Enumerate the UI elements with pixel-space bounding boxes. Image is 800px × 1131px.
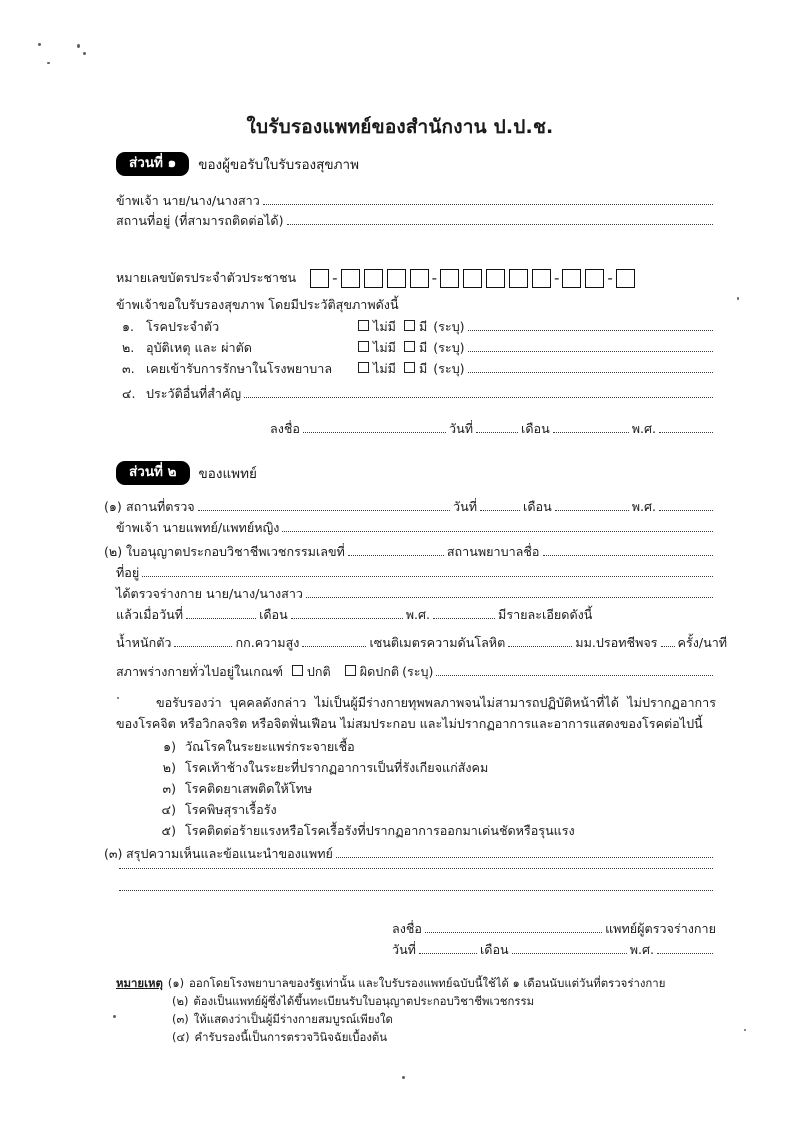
bp-label: ความดันโลหิต bbox=[426, 635, 506, 650]
pulse-unit: ครั้ง/นาที bbox=[677, 635, 728, 650]
doctor-sign-input[interactable] bbox=[425, 932, 602, 933]
history-1-specify-input[interactable] bbox=[468, 330, 713, 331]
weight-label: น้ำหนักตัว bbox=[116, 635, 172, 650]
national-id-box[interactable] bbox=[410, 269, 429, 288]
applicant-name-label: ข้าพเจ้า นาย/นาง/นางสาว bbox=[116, 193, 260, 208]
history-1-specify-label: (ระบุ) bbox=[433, 319, 465, 334]
history-3-no-label: ไม่มี bbox=[373, 361, 396, 376]
hospital-address-input[interactable] bbox=[142, 576, 713, 577]
national-id-box[interactable] bbox=[585, 269, 604, 288]
pulse-input[interactable] bbox=[661, 646, 675, 647]
summary-input-1[interactable] bbox=[336, 857, 713, 858]
applicant-date-input[interactable] bbox=[476, 432, 518, 433]
history-row-3 bbox=[122, 360, 716, 377]
history-2-yes-label: มี bbox=[418, 340, 428, 355]
page-title: ใบรับรองแพทย์ของสำนักงาน ป.ป.ช. bbox=[246, 116, 554, 138]
national-id-box[interactable] bbox=[463, 269, 482, 288]
note-1-text: ออกโดยโรงพยาบาลของรัฐเท่านั้น และใบรับรองแพทย์ฉบับนี้ใช้ได้ ๑ เดือนนับแต่วันที่ตรวจร่างกาย bbox=[189, 976, 666, 990]
section-1-header bbox=[116, 152, 359, 176]
general-condition-label: สภาพร่างกายทั่วไปอยู่ในเกณฑ์ bbox=[116, 664, 283, 679]
history-1-yes-checkbox[interactable] bbox=[404, 320, 415, 331]
disease-3-num: ๓) bbox=[162, 781, 176, 796]
notes-row-4 bbox=[172, 1029, 387, 1047]
notes-row-1 bbox=[116, 975, 665, 993]
bp-input[interactable] bbox=[508, 646, 572, 647]
disease-item-3 bbox=[158, 779, 312, 799]
summary-row-2 bbox=[116, 868, 716, 872]
history-row-1 bbox=[122, 318, 716, 335]
condition-specify-label: (ระบุ) bbox=[402, 664, 434, 679]
exam-when-year-input[interactable] bbox=[433, 618, 495, 619]
doctor-year-input[interactable] bbox=[657, 953, 713, 954]
notes-row-3 bbox=[172, 1011, 393, 1029]
note-2-num: (๒) bbox=[172, 994, 189, 1008]
disease-5-label: โรคติดต่อร้ายแรงหรือโรคเรื้อรังที่ปรากฏอาการออกมาเด่นชัดหรือรุนแรง bbox=[185, 823, 575, 838]
examinee-row bbox=[116, 585, 716, 602]
history-1-no-checkbox[interactable] bbox=[358, 320, 369, 331]
exam-when-label: แล้วเมื่อวันที่ bbox=[116, 607, 184, 622]
exam-year-label: พ.ศ. bbox=[631, 499, 656, 514]
national-id-box[interactable] bbox=[310, 269, 329, 288]
history-3-no-checkbox[interactable] bbox=[358, 362, 369, 373]
disease-2-label: โรคเท้าช้างในระยะที่ปรากฏอาการเป็นที่รังเกียจแก่สังคม bbox=[185, 760, 489, 775]
condition-normal-checkbox[interactable] bbox=[292, 665, 303, 676]
disease-3-label: โรคติดยาเสพติดให้โทษ bbox=[185, 781, 313, 796]
exam-when-day-input[interactable] bbox=[186, 618, 256, 619]
national-id-label: หมายเลขบัตรประจำตัวประชาชน bbox=[116, 270, 297, 285]
exam-place-label: สถานที่ตรวจ bbox=[126, 499, 195, 514]
history-3-yes-label: มี bbox=[418, 361, 428, 376]
doctor-name-row bbox=[116, 519, 716, 536]
history-3-num: ๓. bbox=[122, 361, 135, 376]
applicant-date-label: วันที่ bbox=[449, 421, 474, 436]
history-1-num: ๑. bbox=[122, 319, 134, 334]
section-2-badge: ส่วนที่ ๒ bbox=[116, 461, 190, 485]
summary-row bbox=[104, 845, 716, 862]
exam-when-year-label: พ.ศ. bbox=[405, 607, 431, 622]
bp-unit: มม.ปรอท bbox=[575, 635, 627, 650]
hospital-input[interactable] bbox=[543, 555, 714, 556]
applicant-address-input[interactable] bbox=[287, 224, 713, 225]
section-1-caption: ของผู้ขอรับใบรับรองสุขภาพ bbox=[198, 156, 359, 173]
summary-input-3[interactable] bbox=[119, 890, 713, 891]
disease-item-5 bbox=[158, 821, 575, 841]
doctor-signature-date-row bbox=[392, 941, 716, 958]
vitals-row bbox=[116, 634, 728, 651]
history-3-specify-input[interactable] bbox=[468, 372, 713, 373]
national-id-box[interactable] bbox=[387, 269, 406, 288]
history-3-yes-checkbox[interactable] bbox=[404, 362, 415, 373]
examinee-input[interactable] bbox=[306, 597, 713, 598]
national-id-box[interactable] bbox=[364, 269, 383, 288]
national-id-row bbox=[116, 268, 637, 288]
disease-item-2 bbox=[158, 758, 488, 778]
pulse-label: ชีพจร bbox=[626, 635, 658, 650]
license-num: (๒) bbox=[104, 544, 123, 559]
doctor-signature-row bbox=[392, 920, 716, 937]
national-id-box[interactable] bbox=[486, 269, 505, 288]
doctor-name-label: ข้าพเจ้า นายแพทย์/แพทย์หญิง bbox=[116, 520, 280, 535]
national-id-box[interactable] bbox=[532, 269, 551, 288]
doctor-date-label: วันที่ bbox=[392, 942, 416, 957]
height-input[interactable] bbox=[302, 646, 366, 647]
note-3-num: (๓) bbox=[172, 1012, 189, 1026]
exam-month-input[interactable] bbox=[555, 510, 629, 511]
hospital-label: สถานพยาบาลชื่อ bbox=[446, 544, 540, 559]
national-id-box[interactable] bbox=[440, 269, 459, 288]
note-3-text: ให้แสดงว่าเป็นผู้มีร่างกายสมบูรณ์เพียงใด bbox=[193, 1012, 393, 1026]
notes-heading: หมายเหตุ bbox=[116, 976, 163, 990]
applicant-month-input[interactable] bbox=[553, 432, 629, 433]
doctor-name-input[interactable] bbox=[282, 531, 713, 532]
summary-row-3 bbox=[116, 890, 716, 894]
history-row-2 bbox=[122, 339, 716, 356]
weight-input[interactable] bbox=[174, 646, 232, 647]
history-2-label: อุบัติเหตุ และ ผ่าตัด bbox=[146, 340, 252, 355]
national-id-separator: - bbox=[607, 268, 613, 287]
exam-month-label: เดือน bbox=[523, 499, 552, 514]
summary-label: สรุปความเห็นและข้อแนะนำของแพทย์ bbox=[126, 846, 333, 861]
national-id-separator: - bbox=[554, 268, 560, 287]
height-unit: เซนติเมตร bbox=[369, 635, 427, 650]
condition-abnormal-checkbox[interactable] bbox=[345, 665, 356, 676]
doctor-sign-role: แพทย์ผู้ตรวจร่างกาย bbox=[605, 921, 716, 936]
disease-5-num: ๕) bbox=[161, 823, 176, 838]
weight-unit: กก. bbox=[235, 635, 255, 650]
section-2-caption: ของแพทย์ bbox=[198, 465, 257, 482]
applicant-year-input[interactable] bbox=[659, 432, 713, 433]
history-4-num: ๔. bbox=[122, 386, 136, 401]
history-4-input[interactable] bbox=[244, 397, 713, 398]
applicant-signature-row bbox=[270, 420, 716, 437]
history-2-specify-input[interactable] bbox=[468, 351, 713, 352]
national-id-box[interactable] bbox=[509, 269, 528, 288]
note-4-text: คำรับรองนี้เป็นการตรวจวินิจฉัยเบื้องต้น bbox=[194, 1030, 388, 1044]
disease-item-1 bbox=[158, 737, 355, 757]
history-1-label: โรคประจำตัว bbox=[146, 319, 220, 334]
history-2-specify-label: (ระบุ) bbox=[433, 340, 465, 355]
national-id-separator: - bbox=[431, 268, 437, 287]
note-4-num: (๔) bbox=[172, 1030, 190, 1044]
applicant-sign-input[interactable] bbox=[303, 432, 446, 433]
summary-num: (๓) bbox=[104, 846, 123, 861]
history-row-4 bbox=[122, 385, 716, 402]
note-1-num: (๑) bbox=[167, 976, 185, 990]
section-2-header bbox=[116, 461, 257, 485]
disease-4-label: โรคพิษสุราเรื้อรัง bbox=[185, 802, 277, 817]
history-2-yes-checkbox[interactable] bbox=[404, 341, 415, 352]
history-2-no-label: ไม่มี bbox=[373, 340, 396, 355]
exam-year-input[interactable] bbox=[659, 510, 713, 511]
height-label: ความสูง bbox=[254, 635, 300, 650]
doctor-date-input[interactable] bbox=[419, 953, 477, 954]
national-id-box[interactable] bbox=[616, 269, 635, 288]
health-history-intro: ข้าพเจ้าขอใบรับรองสุขภาพ โดยมีประวัติสุขภาพดังนี้ bbox=[116, 297, 399, 312]
history-1-no-label: ไม่มี bbox=[373, 319, 396, 334]
license-label: ใบอนุญาตประกอบวิชาชีพเวชกรรมเลขที่ bbox=[126, 544, 345, 559]
disease-2-num: ๒) bbox=[162, 760, 176, 775]
hospital-address-label: ที่อยู่ bbox=[116, 565, 140, 580]
applicant-address-label: สถานที่อยู่ (ที่สามารถติดต่อได้) bbox=[116, 213, 284, 228]
national-id-box[interactable] bbox=[562, 269, 581, 288]
examinee-label: ได้ตรวจร่างกาย นาย/นาง/นางสาว bbox=[116, 586, 304, 601]
national-id-separator: - bbox=[332, 268, 338, 287]
history-3-specify-label: (ระบุ) bbox=[433, 361, 465, 376]
exam-when-month-input[interactable] bbox=[291, 618, 403, 619]
notes-row-2 bbox=[172, 993, 534, 1011]
exam-place-row bbox=[104, 498, 716, 515]
applicant-year-label: พ.ศ. bbox=[631, 421, 656, 436]
exam-when-month-label: เดือน bbox=[259, 607, 288, 622]
disease-1-num: ๑) bbox=[163, 739, 176, 754]
applicant-name-row bbox=[116, 192, 716, 209]
disease-item-4 bbox=[158, 800, 277, 820]
exam-detail-label: มีรายละเอียดดังนี้ bbox=[498, 607, 593, 622]
applicant-address-row bbox=[116, 212, 716, 229]
history-2-no-checkbox[interactable] bbox=[358, 341, 369, 352]
condition-specify-input[interactable] bbox=[436, 675, 713, 676]
history-4-label: ประวัติอื่นที่สำคัญ bbox=[146, 386, 242, 401]
certification-text: ขอรับรองว่า บุคคลดังกล่าว ไม่เป็นผู้มีร่างกายทุพพลภาพจนไม่สามารถปฏิบัติหน้าที่ได้ ไม่ปรากฏอาการของโรคจิต หรือวิกลจริต หรือจิตฟั่นเฟือน ไม่สมประกอบ และไม่ปรากฏอาการและอาการแสดงของโรคต่อไปนี้ bbox=[116, 695, 716, 731]
condition-abnormal-label: ผิดปกติ bbox=[359, 664, 400, 679]
section-1-badge: ส่วนที่ ๑ bbox=[116, 152, 189, 176]
summary-input-2[interactable] bbox=[119, 868, 713, 869]
disease-4-num: ๔) bbox=[161, 802, 176, 817]
doctor-year-label: พ.ศ. bbox=[629, 942, 654, 957]
exam-place-num: (๑) bbox=[104, 499, 122, 514]
certification-paragraph bbox=[116, 692, 716, 734]
general-condition-row bbox=[116, 663, 716, 680]
note-2-text: ต้องเป็นแพทย์ผู้ซึ่งได้ขึ้นทะเบียนรับใบอนุญาตประกอบวิชาชีพเวชกรรม bbox=[193, 994, 535, 1008]
condition-normal-label: ปกติ bbox=[306, 664, 331, 679]
national-id-box[interactable] bbox=[341, 269, 360, 288]
doctor-month-input[interactable] bbox=[512, 953, 627, 954]
hospital-address-row bbox=[116, 564, 716, 581]
doctor-month-label: เดือน bbox=[479, 942, 509, 957]
doctor-sign-label: ลงชื่อ bbox=[392, 921, 422, 936]
license-row bbox=[104, 543, 716, 560]
exam-place-input[interactable] bbox=[198, 510, 450, 511]
history-1-yes-label: มี bbox=[418, 319, 428, 334]
license-input[interactable] bbox=[348, 555, 444, 556]
applicant-name-input[interactable] bbox=[263, 204, 713, 205]
exam-date-label: วันที่ bbox=[453, 499, 478, 514]
national-id-boxes[interactable] bbox=[308, 269, 637, 288]
applicant-month-label: เดือน bbox=[521, 421, 550, 436]
applicant-sign-label: ลงชื่อ bbox=[270, 421, 300, 436]
exam-date-input[interactable] bbox=[480, 510, 520, 511]
disease-1-label: วัณโรคในระยะแพร่กระจายเชื้อ bbox=[185, 739, 355, 754]
history-2-num: ๒. bbox=[122, 340, 135, 355]
history-3-label: เคยเข้ารับการรักษาในโรงพยาบาล bbox=[146, 361, 333, 376]
exam-when-row bbox=[116, 606, 636, 623]
